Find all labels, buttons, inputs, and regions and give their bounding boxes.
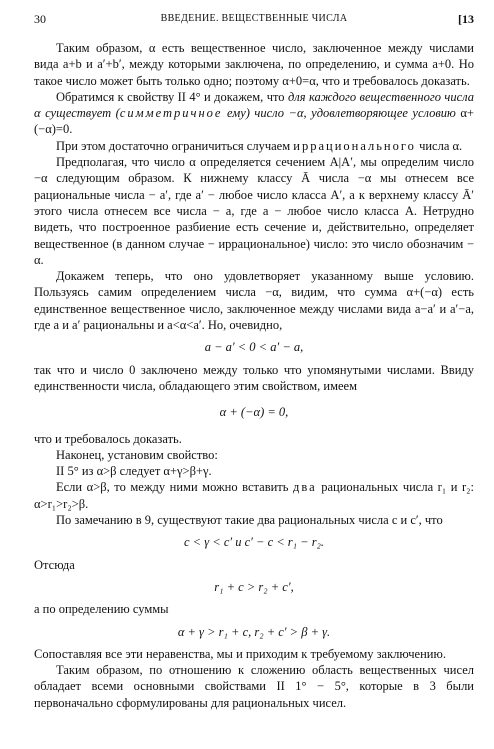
formula: α + (−α) = 0, (219, 405, 289, 420)
formula: a − a′ < 0 < a′ − a, (204, 340, 304, 355)
paragraph: так что и число 0 заключено между только что упомянутыми числами. Ввиду единственности числа, обладающего этим свойством, имеем (34, 362, 474, 393)
formula: α + γ > r₁ + c, r₂ + c′ > β + γ. (177, 624, 331, 639)
text-run: два (293, 480, 317, 495)
text-run: α+(−α)=0. (34, 106, 474, 137)
text-run: При этом достаточно ограничиться случаем (56, 138, 294, 153)
text-run: Обратимся к свойству II 4° и докажем, что (56, 89, 288, 104)
paragraph: Предполагая, что число α определяется сечением A|A′, мы определим число −α следующим образом. К нижнему классу Ā числа −α мы отнесем все рациональные числа − a′, где a′ − любое число класса A′, а к верхнему классу Ā′ этого числа отнесем все числа − a, где a − любое число класса A. Нетрудно видеть, что построенное разбиение есть сечение и, действительно, определяет вещественное (в данном случае − иррациональное) число: это число обозначим − α. (34, 155, 474, 267)
running-title: ВВЕДЕНИЕ. ВЕЩЕСТВЕННЫЕ ЧИСЛА (160, 13, 348, 24)
page-header (34, 12, 474, 30)
paragraph: Сопоставляя все эти неравенства, мы и приходим к требуемому заключению. (34, 646, 446, 661)
text-run: симметричное (119, 106, 223, 121)
text-run: ему) число −α, удовлетворяющее условию (222, 106, 456, 121)
formula: r₁ + c > r₂ + c′, (214, 579, 294, 594)
paragraph: что и требовалось доказать. (34, 431, 182, 446)
paragraph (34, 479, 474, 512)
paragraph: Таким образом, α есть вещественное число, заключенное между числами вида a+b и a′+b′, между которыми заключена, по определению, и сумма a+0. Но такое число может быть только одно; поэтому α+0=α, что и требовалось доказать. (34, 41, 474, 88)
section-number: [13 (458, 12, 474, 26)
paragraph: Отсюда (34, 557, 75, 572)
formula: c < γ < c′ и c′ − c < r₁ − r₂. (183, 535, 325, 550)
text-run: для каждого вещественного числа α существует ( (34, 89, 475, 121)
paragraph: а по определению суммы (34, 602, 169, 617)
text-run: числа α. (415, 138, 463, 153)
text-run: рациональных числа r₁ и r₂: α>r₁>r₂>β. (34, 480, 474, 511)
paragraph (34, 89, 474, 138)
page-number: 30 (34, 12, 46, 26)
paragraph: Таким образом, по отношению к сложению область вещественных чисел обладает всеми основными свойствами II 1° − 5°, которые в 3 были первоначально сформулированы для рациональных чисел. (34, 663, 474, 710)
paragraph: По замечанию в 9, существуют такие два рациональных числа c и c′, что (56, 513, 443, 528)
paragraph: Наконец, установим свойство: (56, 447, 218, 462)
page-body (34, 40, 474, 711)
paragraph: Докажем теперь, что оно удовлетворяет указанному выше условию. Пользуясь самим определением числа −α, видим, что сумма α+(−α) есть единственное вещественное число, заключенное между числами вида a−a′ и a′−a, где a и a′ рациональны и a<α<a′. Но, очевидно, (34, 269, 474, 333)
text-run: Если α>β, то между ними можно вставить (56, 480, 294, 495)
paragraph: II 5° из α>β следует α+γ>β+γ. (56, 464, 212, 479)
paragraph (34, 138, 474, 154)
text-run: иррационального (293, 138, 416, 153)
